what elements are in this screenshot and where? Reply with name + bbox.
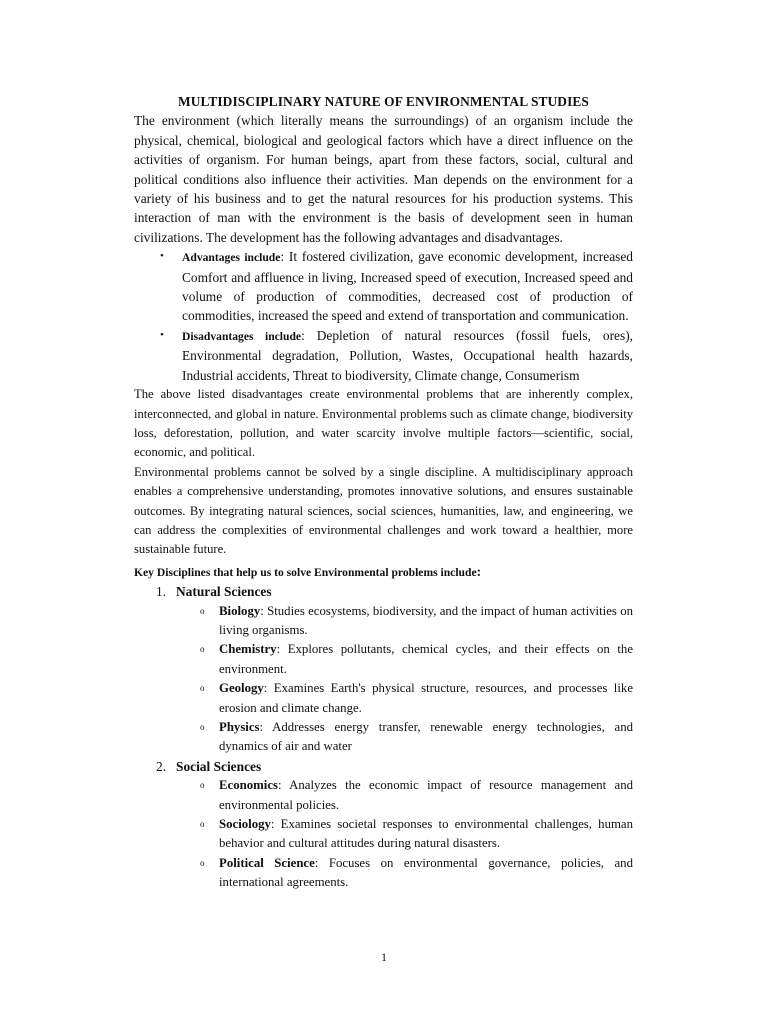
description: : Analyzes the economic impact of resource management and environmental policies. <box>219 778 633 812</box>
section-number: 2. <box>156 758 167 774</box>
term: Sociology <box>219 817 271 832</box>
advantages-label: Advantages include <box>182 251 281 265</box>
section-heading <box>134 757 633 776</box>
list-item <box>134 679 633 718</box>
section-natural-sciences <box>134 582 633 757</box>
term: Political Science <box>219 855 315 870</box>
circle-bullet-icon: o <box>200 780 205 791</box>
circle-bullet-icon: o <box>200 683 205 694</box>
bullet-icon: • <box>160 250 164 263</box>
section-title: Natural Sciences <box>176 584 272 600</box>
term: Geology <box>219 681 264 696</box>
list-item <box>134 326 633 385</box>
description: : Studies ecosystems, biodiversity, and the impact of human activities on living organisms. <box>219 603 633 637</box>
disadvantages-text: : Depletion of natural resources (fossil fuels, ores), Environmental degradation, Pollution, Wastes, Occupational health hazards, Industrial accidents, Threat to biodiversity, Climate change, Consumerism <box>182 327 634 383</box>
circle-bullet-icon: o <box>200 857 205 868</box>
term: Chemistry <box>219 642 277 657</box>
advantages-text: : It fostered civilization, gave economic development, increased Comfort and affluence in living, Increased speed of execution, Increased speed and volume of production of commodities, decreased cost of production of commodities, increased the speed and extend of transportation and communication. <box>182 249 633 324</box>
bullet-icon: • <box>160 328 164 341</box>
page-title: MULTIDISCIPLINARY NATURE OF ENVIRONMENTAL STUDIES <box>178 94 589 109</box>
sub-list <box>134 776 633 892</box>
section-number: 1. <box>156 584 167 600</box>
term: Biology <box>219 603 261 618</box>
circle-bullet-icon: o <box>200 722 205 732</box>
term: Physics <box>219 720 260 734</box>
circle-bullet-icon: o <box>200 644 205 655</box>
section-heading <box>134 582 633 601</box>
list-item <box>134 640 633 679</box>
intro-paragraph: The environment (which literally means the surroundings) of an organism include the physical, chemical, biological and geological factors which have a direct influence on the activities of organism. For human beings, apart from these factors, social, cultural and political conditions also influence their activities. Man depends on the environment for a variety of his business and to get the natural resources for his production systems. This interaction of man with the environment is the basis of development seen in human civilizations. The development has the following advantages and disadvantages. <box>134 113 633 245</box>
key-disciplines-colon: : <box>476 563 482 579</box>
section-title: Social Sciences <box>176 758 262 774</box>
circle-bullet-icon: o <box>200 819 205 830</box>
problems-paragraph: The above listed disadvantages create environmental problems that are inherently complex, interconnected, and global in nature. Environmental problems such as climate change, biodiversity loss, deforestation, pollution, and water scarcity involve multiple factors—scientific, social, economic, and political. <box>134 387 633 460</box>
circle-bullet-icon: o <box>200 605 205 616</box>
page-content <box>134 92 633 893</box>
key-disciplines-heading <box>134 562 633 582</box>
section-social-sciences <box>134 757 633 893</box>
list-item <box>134 854 633 893</box>
multidisciplinary-paragraph: Environmental problems cannot be solved by a single discipline. A multidisciplinary approach enables a comprehensive understanding, promotes innovative solutions, and ensures sustainable outcomes. By integrating natural sciences, social sciences, humanities, law, and engineering, we can address the complexities of environmental challenges and work toward a healthier, more sustainable future. <box>134 464 633 557</box>
list-item <box>134 718 633 757</box>
key-disciplines-text: Key Disciplines that help us to solve Environmental problems include <box>134 565 477 579</box>
description: : Addresses energy transfer, renewable energy technologies, and dynamics of air and water <box>219 720 633 754</box>
disciplines-list <box>134 582 633 893</box>
description: : Examines Earth's physical structure, resources, and processes like erosion and climate change. <box>219 681 633 715</box>
page-number: 1 <box>381 950 387 964</box>
list-item <box>134 776 633 815</box>
list-item <box>134 815 633 854</box>
description: : Focuses on environmental governance, policies, and international agreements. <box>219 855 633 890</box>
list-item <box>134 602 633 641</box>
list-item <box>134 247 633 326</box>
sub-list <box>134 602 633 757</box>
term: Economics <box>219 778 279 793</box>
dev-effects-list <box>134 247 633 385</box>
description: : Explores pollutants, chemical cycles, and their effects on the environment. <box>219 642 633 676</box>
disadvantages-label: Disadvantages include <box>182 329 302 343</box>
description: : Examines societal responses to environmental challenges, human behavior and cultural attitudes during natural disasters. <box>219 817 633 851</box>
